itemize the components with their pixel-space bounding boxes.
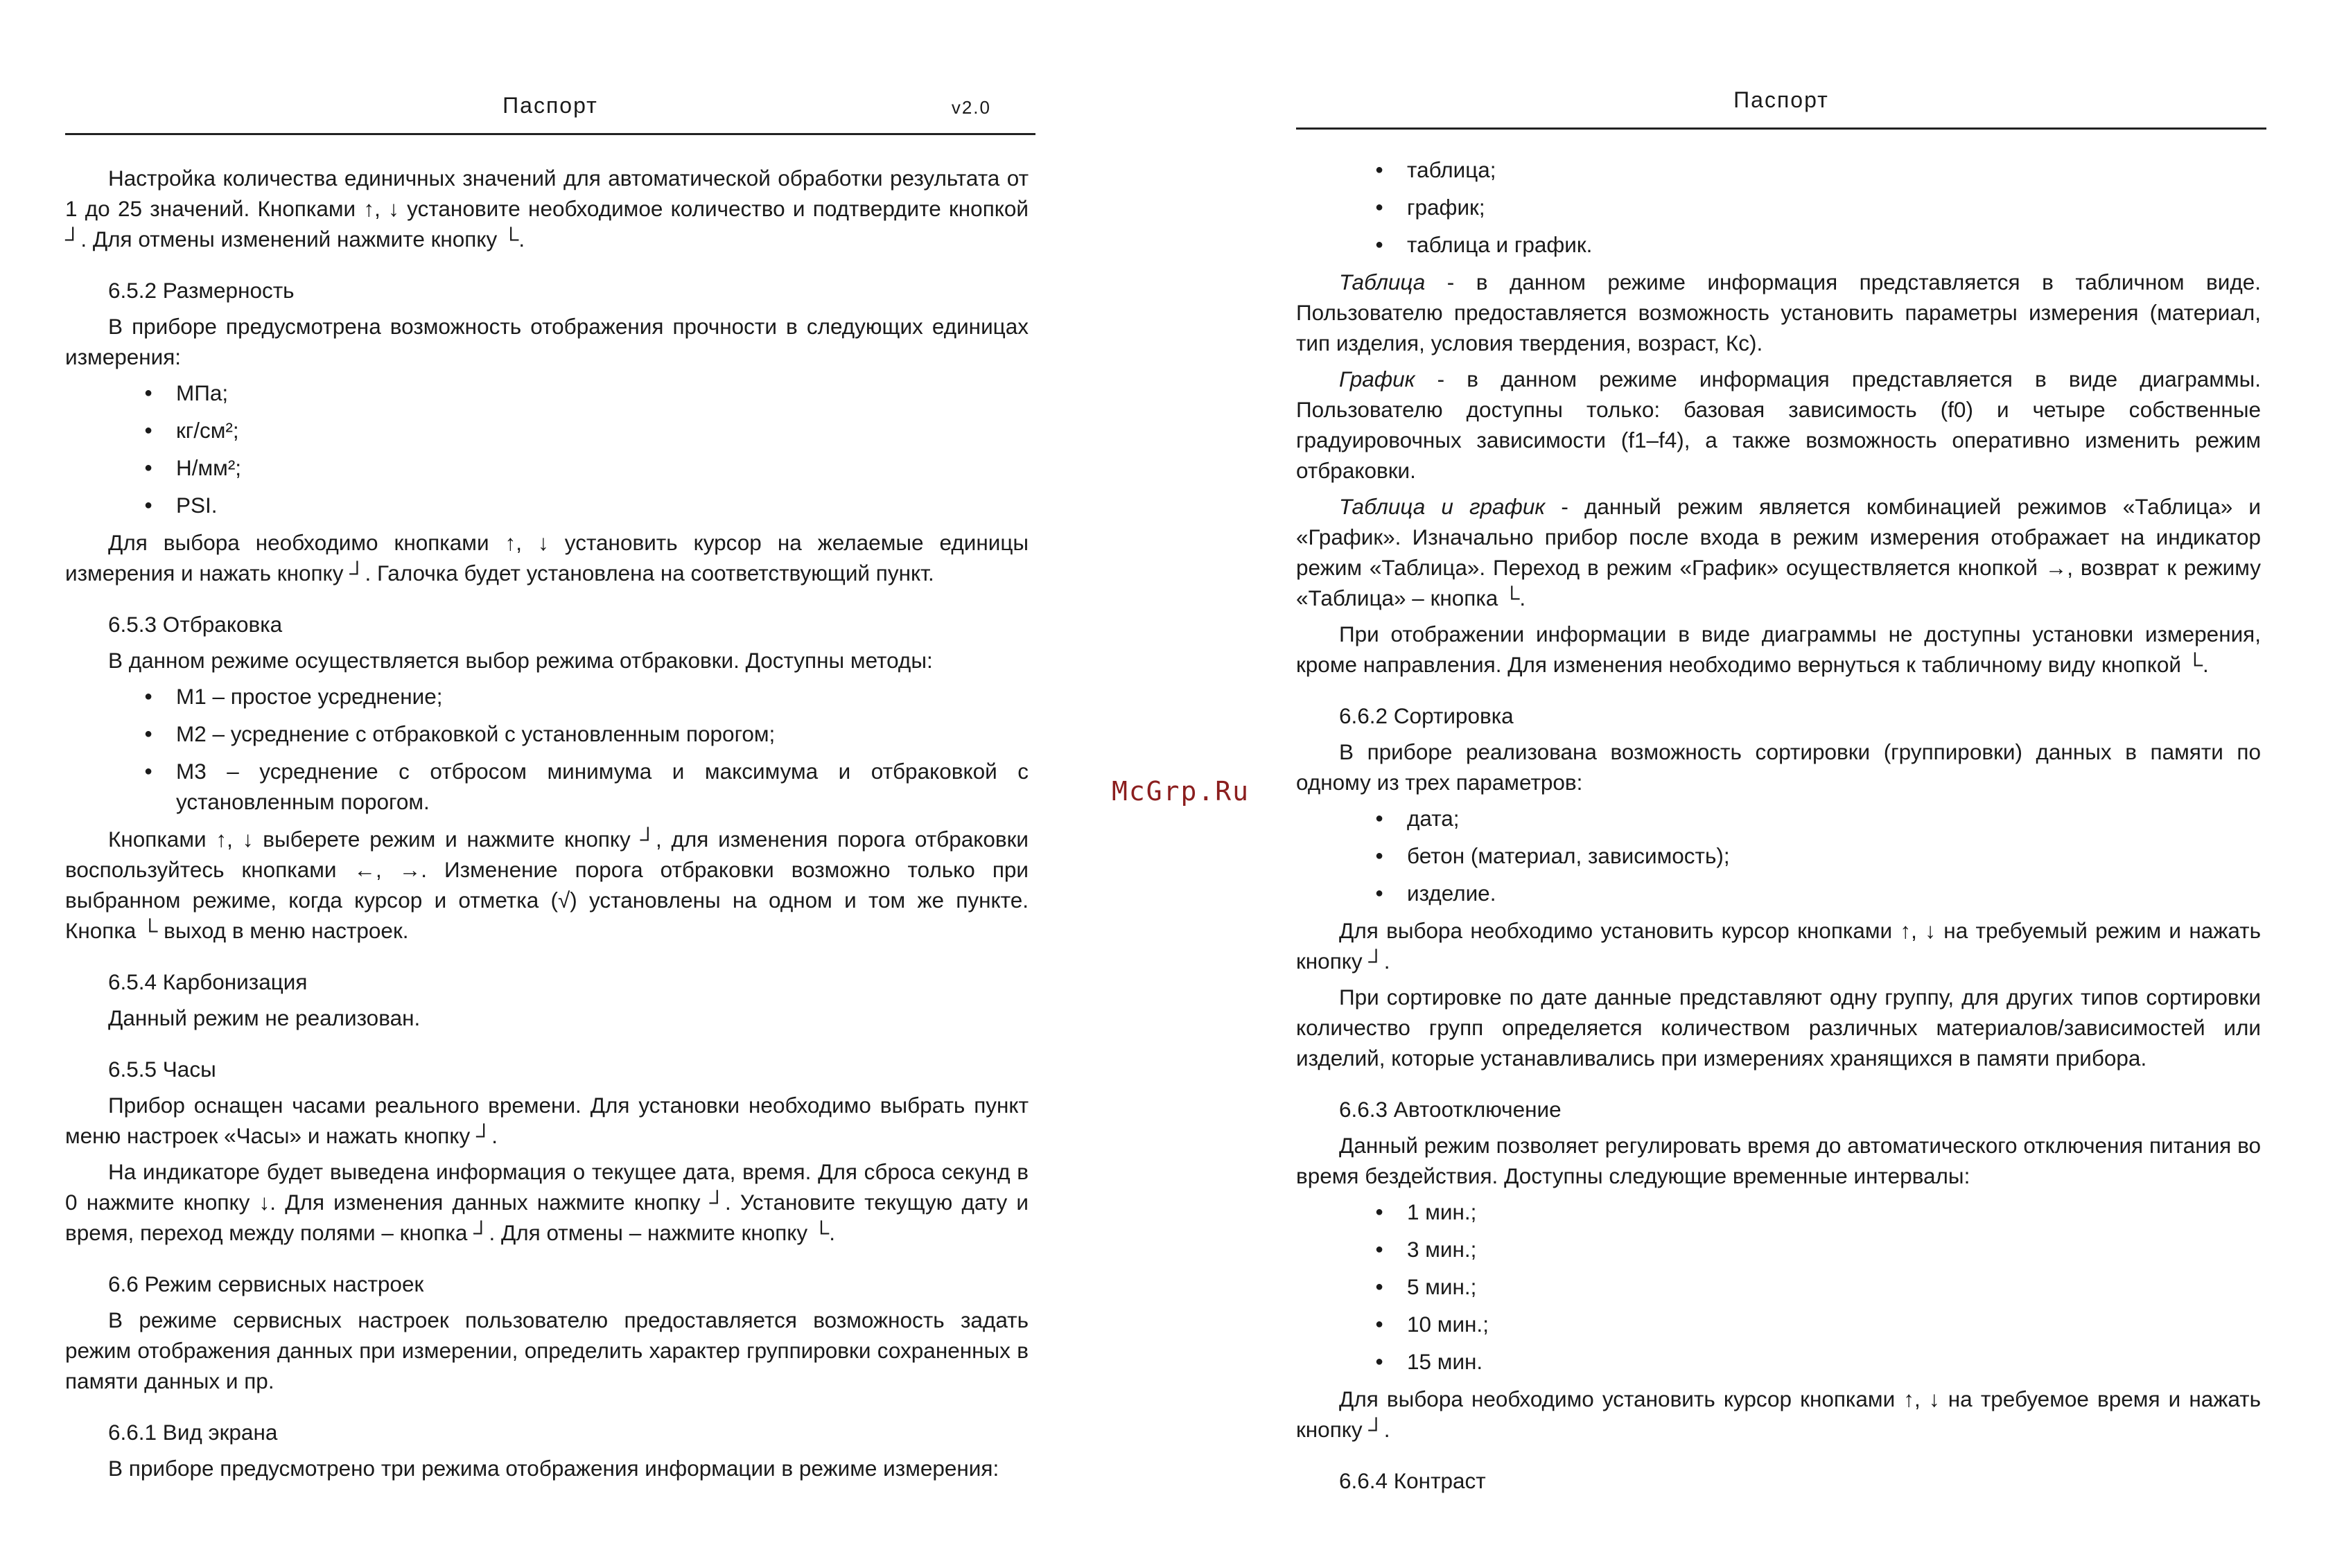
screen-view-paragraph: В приборе предусмотрено три режима отображения информации в режиме измерения: — [108, 1456, 999, 1481]
units-list — [65, 378, 1029, 520]
graph-mode-text: - в данном режиме информация представляется в виде диаграммы. Пользователю доступны только: базовая зависимость (f0) и четыре собственные градуировочных зависимости (f1–f4), а также возможность оперативно изменить режим отбраковки. — [1296, 367, 2261, 483]
list-item: ● М3 – усреднение с отбросом минимума и максимума и отбраковкой с установленным порогом. — [65, 756, 1029, 817]
list-item: ● М2 – усреднение с отбраковкой с установленным порогом; — [65, 719, 1029, 749]
list-item: ● кг/см²; — [65, 415, 1029, 446]
units-select-paragraph: Для выбора необходимо кнопками ↑, ↓ установить курсор на желаемые единицы измерения и нажать кнопку ┘. Галочка будет установлена на соответствующий пункт. — [65, 530, 1029, 585]
graph-mode-paragraph — [1296, 364, 2261, 486]
list-item: ● Н/мм²; — [65, 452, 1029, 483]
list-item: ● график; — [1296, 192, 2261, 222]
left-page-header — [65, 0, 1035, 135]
rejection-select-paragraph: Кнопками ↑, ↓ выберете режим и нажмите кнопку ┘, для изменения порога отбраковки воспользуйтесь кнопками ←, →. Изменение порога отбраковки возможно только при выбранном режиме, когда курсор и отметка (√) установлены на одном и том же пункте. Кнопка └ выход в меню настроек. — [65, 827, 1029, 943]
list-item: ● 5 мин.; — [1296, 1271, 2261, 1302]
intro-paragraph: Настройка количества единичных значений для автоматической обработки результата от 1 до 25 значений. Кнопками ↑, ↓ установите необходимое количество и подтвердите кнопкой ┘. Для отмены изменений нажмите кнопку └. — [65, 166, 1029, 252]
table-mode-text: - в данном режиме информация представляется в табличном виде. Пользователю предоставляется возможность установить параметры измерения (материал, тип изделия, условия твердения, возраст, Кс). — [1296, 270, 2261, 355]
methods-list — [65, 681, 1029, 817]
list-item: ● М1 – простое усреднение; — [65, 681, 1029, 712]
display-modes-list — [1296, 155, 2261, 260]
clock-paragraph-1: Прибор оснащен часами реального времени. Для установки необходимо выбрать пункт меню настроек «Часы» и нажать кнопку ┘. — [65, 1093, 1029, 1148]
combined-mode-paragraph — [1296, 491, 2261, 613]
list-item: ● таблица и график. — [1296, 229, 2261, 260]
section-6-6-2-heading: 6.6.2 Сортировка — [1339, 703, 1514, 728]
carbonization-paragraph: Данный режим не реализован. — [108, 1005, 421, 1030]
list-item: ● 1 мин.; — [1296, 1197, 2261, 1227]
list-item: ● изделие. — [1296, 878, 2261, 908]
list-item: ● МПа; — [65, 378, 1029, 408]
table-mode-paragraph — [1296, 267, 2261, 358]
right-header-title: Паспорт — [1733, 87, 1829, 112]
left-page — [65, 0, 1035, 1568]
right-page-content — [1296, 155, 2261, 1496]
section-6-6-4-heading: 6.6.4 Контраст — [1339, 1468, 1486, 1493]
section-6-5-2-heading: 6.5.2 Размерность — [108, 278, 295, 303]
clock-paragraph-2: На индикаторе будет выведена информация о текущее дата, время. Для сброса секунд в 0 нажмите кнопку ↓. Для изменения данных нажмите кнопку ┘. Установите текущую дату и время, переход между полями – кнопка ┘. Для отмены – нажмите кнопку └. — [65, 1159, 1029, 1245]
auto-off-intro-paragraph: Данный режим позволяет регулировать время до автоматического отключения питания во время бездействия. Доступны следующие временные интервалы: — [1296, 1133, 2261, 1188]
diagram-note-paragraph: При отображении информации в виде диаграммы не доступны установки измерения, кроме направления. Для изменения необходимо вернуться к табличному виду кнопкой └. — [1296, 622, 2261, 677]
sort-params-list — [1296, 803, 2261, 908]
right-page-header — [1296, 0, 2266, 130]
watermark: McGrp.Ru — [1112, 776, 1250, 807]
units-intro-paragraph: В приборе предусмотрена возможность отображения прочности в следующих единицах измерения: — [65, 314, 1029, 369]
combined-mode-term: Таблица и график — [1339, 494, 1546, 519]
combined-mode-text: - данный режим является комбинацией режимов «Таблица» и «График». Изначально прибор после входа в режим измерения отображает на индикатор режим «Таблица». Переход в режим «График» осуществляется кнопкой →, возврат к режиму «Таблица» – кнопка └. — [1296, 494, 2261, 610]
list-item: ● таблица; — [1296, 155, 2261, 185]
section-6-6-3-heading: 6.6.3 Автоотключение — [1339, 1097, 1562, 1122]
section-6-5-5-heading: 6.5.5 Часы — [108, 1057, 216, 1082]
section-6-6-heading: 6.6 Режим сервисных настроек — [108, 1271, 424, 1296]
rejection-intro-paragraph: В данном режиме осуществляется выбор режима отбраковки. Доступны методы: — [108, 648, 933, 673]
right-page — [1296, 0, 2266, 1568]
section-6-5-3-heading: 6.5.3 Отбраковка — [108, 612, 283, 637]
sorting-groups-paragraph: При сортировке по дате данные представляют одну группу, для других типов сортировки количество групп определяется количеством различных материалов/зависимостей или изделий, которые устанавливались при измерениях хранящихся в памяти прибора. — [1296, 985, 2261, 1071]
auto-off-select-paragraph: Для выбора необходимо установить курсор кнопками ↑, ↓ на требуемое время и нажать кнопку ┘. — [1296, 1386, 2261, 1442]
section-6-6-1-heading: 6.6.1 Вид экрана — [108, 1420, 278, 1445]
sorting-select-paragraph: Для выбора необходимо установить курсор кнопками ↑, ↓ на требуемый режим и нажать кнопку ┘. — [1296, 918, 2261, 974]
section-6-5-4-heading: 6.5.4 Карбонизация — [108, 969, 308, 994]
service-settings-paragraph: В режиме сервисных настроек пользователю предоставляется возможность задать режим отображения данных при измерении, определить характер группировки сохраненных в памяти данных и пр. — [65, 1307, 1029, 1393]
left-header-title: Паспорт — [502, 93, 598, 118]
list-item: ● бетон (материал, зависимость); — [1296, 840, 2261, 871]
left-page-content — [65, 163, 1029, 1483]
list-item: ● 15 мин. — [1296, 1346, 2261, 1377]
list-item: ● 10 мин.; — [1296, 1309, 2261, 1339]
graph-mode-term: График — [1339, 367, 1415, 391]
list-item: ● дата; — [1296, 803, 2261, 834]
table-mode-term: Таблица — [1339, 270, 1426, 294]
left-header-version: v2.0 — [951, 97, 991, 118]
list-item: ● PSI. — [65, 490, 1029, 520]
intervals-list — [1296, 1197, 2261, 1377]
sorting-intro-paragraph: В приборе реализована возможность сортировки (группировки) данных в памяти по одному из трех параметров: — [1296, 739, 2261, 795]
list-item: ● 3 мин.; — [1296, 1234, 2261, 1265]
